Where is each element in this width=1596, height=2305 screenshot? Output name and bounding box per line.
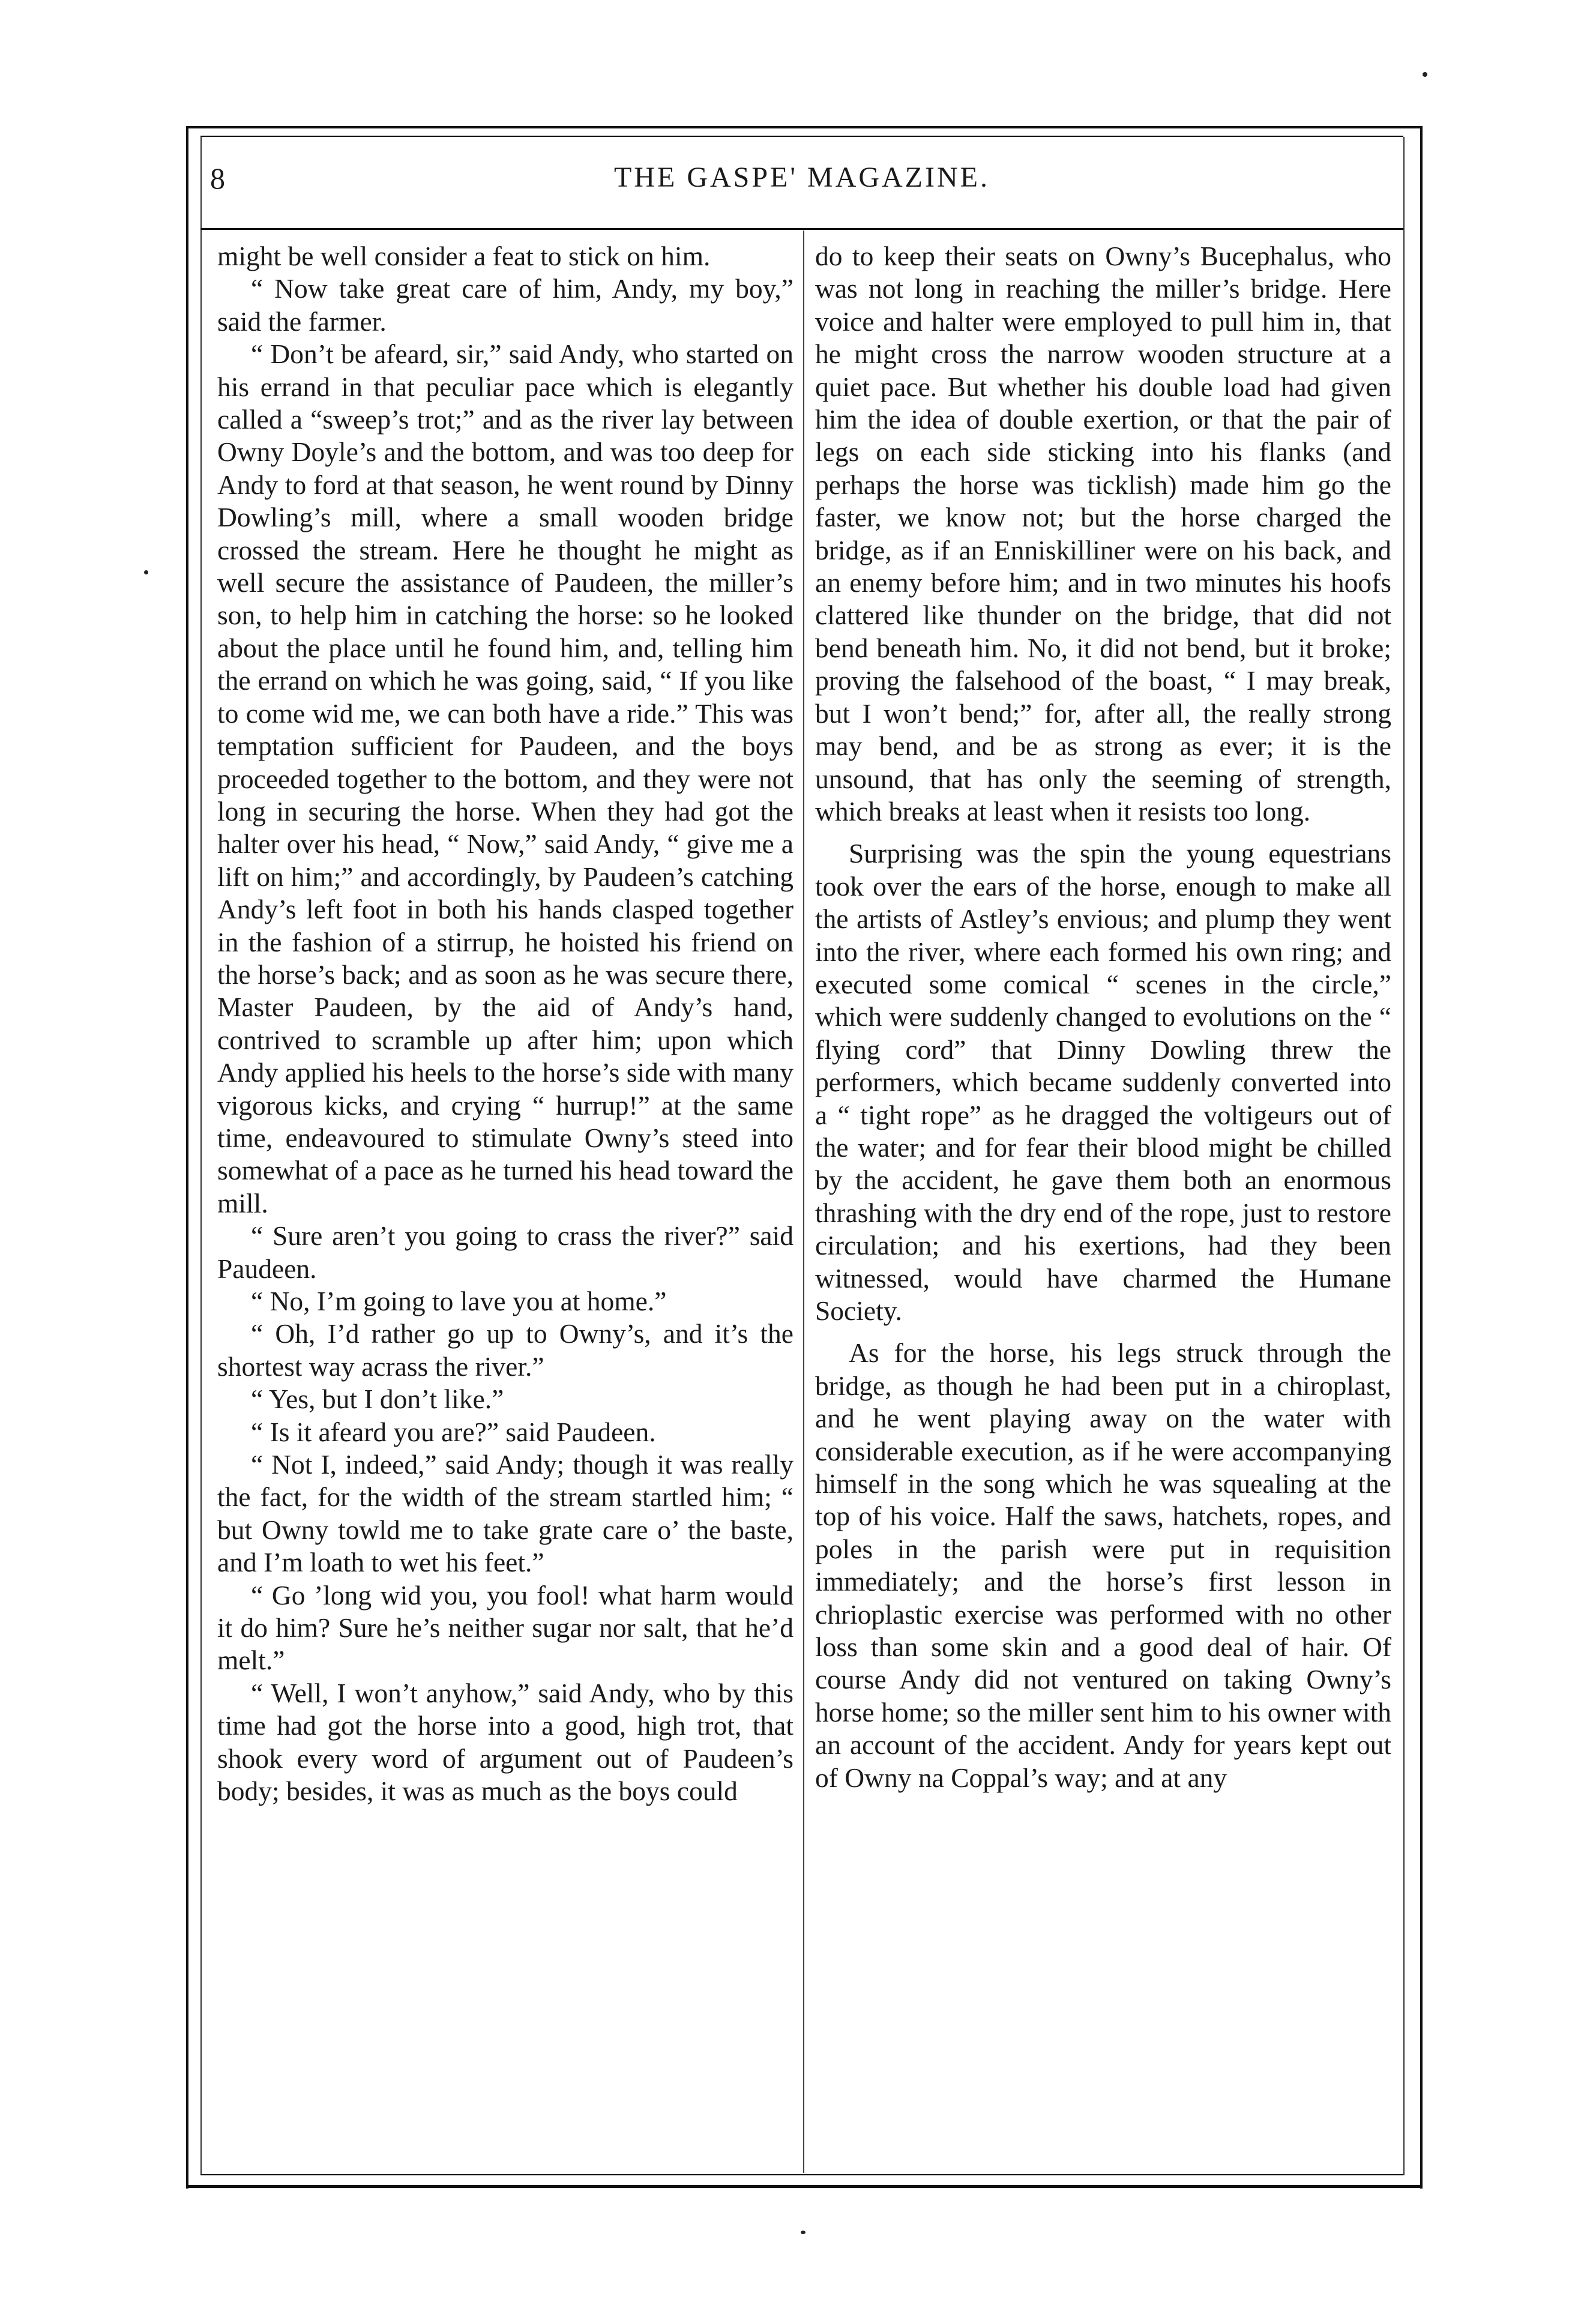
paragraph: “ Is it afeard you are?” said Paudeen. [251, 1416, 656, 1447]
paragraph: “ Well, I won’t anyhow,” said Andy, who by this time had got the horse into a good, high trot, that shook every word of argument out of Paudeen’s body; besides, it was as much as the boys could [217, 1677, 793, 1807]
page-number: 8 [210, 161, 225, 195]
running-head: THE GASPE' MAGAZINE. [614, 161, 990, 193]
bottom-border-rule [186, 2185, 1423, 2188]
paragraph: “ Yes, but I don’t like.” [251, 1384, 504, 1415]
paragraph: “ Don’t be afeard, sir,” said Andy, who started on his errand in that peculiar pace which is elegantly called a “sweep’s trot;” and as the river lay between Owny Doyle’s and the bottom, and was too deep for Andy to ford at that season, he went round by Dinny Dowling’s mill, where a small wooden bridge crossed the stream. Here he thought he might as well secure the assistance of Paudeen, the miller’s son, to help him in catching the horse: so he looked about the place until he found him, and, telling him the errand on which he was going, said, “ If you like to come wid me, we can both have a ride.” This was temptation sufficient for Paudeen, and the boys proceeded together to the bottom, and they were not long in securing the horse. When they had got the halter over his head, “ Now,” said Andy, “ give me a lift on him;” and accordingly, by Paudeen’s catching Andy’s left foot in both his hands clasped together in the fashion of a stirrup, he hoisted his friend on the horse’s back; and as soon as he was secure there, Master Paudeen, by the aid of Andy’s hand, contrived to scramble up after him; upon which Andy applied his heels to the horse’s side with many vigorous kicks, and crying “ hurrup!” at the same time, endeavoured to stimulate Owny’s steed into somewhat of a pace as he turned his head toward the mill. [217, 339, 793, 1219]
paragraph: As for the horse, his legs struck through the bridge, as though he had been put in a chiroplast, and he went playing away on the water with considerable execution, as if he were accompanying himself in the song which he was squealing at the top of his voice. Half the saws, hatchets, ropes, and poles in the parish were put in requisition immediately; and the horse’s first lesson in chrioplastic exercise was performed with no other loss than some skin and a good deal of hair. Of course Andy did not ventured on taking Owny’s horse home; so the miller sent him to his owner with an account of the accident. Andy for years kept out of Owny na Coppal’s way; and at any [815, 1337, 1391, 1793]
paragraph: “ Now take great care of him, Andy, my boy,” said the farmer. [217, 273, 793, 337]
right-column [815, 240, 1391, 1794]
paragraph: do to keep their seats on Owny’s Bucephalus, who was not long in reaching the miller’s bridge. Here voice and halter were employed to pull him in, that he might cross the narrow wooden structure at a quiet pace. But whether his double load had given him the idea of double exertion, or that the pair of legs on each side sticking into his flanks (and perhaps the horse was ticklish) made him go the faster, we know not; but the horse charged the bridge, as if an Enniskilliner were on his back, and an enemy before him; and in two minutes his hoofs clattered like thunder on the bridge, that did not bend beneath him. No, it did not bend, but it broke; proving the falsehood of the boast, “ I may break, but I won’t bend;” for, after all, the really strong may bend, and be as strong as ever; it is the unsound, that has only the seeming of strength, which breaks at least when it resists too long. [815, 241, 1391, 827]
paragraph: “ No, I’m going to lave you at home.” [251, 1286, 667, 1316]
speck-mark [1423, 72, 1427, 77]
paragraph: “ Oh, I’d rather go up to Owny’s, and it’s the shortest way acrass the river.” [217, 1318, 793, 1382]
bottom-inner-rule [200, 2174, 1403, 2175]
speck-mark [144, 570, 148, 574]
paragraph: might be well consider a feat to stick on him. [217, 241, 711, 271]
header-rule [200, 228, 1403, 230]
paragraph: “ Not I, indeed,” said Andy; though it was really the fact, for the width of the stream startled him; “ but Owny towld me to take grate care o’ the baste, and I’m loath to wet his feet.” [217, 1449, 793, 1578]
paragraph: Surprising was the spin the young equestrians took over the ears of the horse, enough to make all the artists of Astley’s envious; and plump they went into the river, where each formed his own ring; and executed some comical “ scenes in the circle,” which were suddenly changed to evolutions on the “ flying cord” that Dinny Dowling threw the performers, which became suddenly converted into a “ tight rope” as he dragged the voltigeurs out of the water; and for fear their blood might be chilled by the accident, he gave them both an enormous thrashing with the dry end of the rope, just to restore circulation; and his exertions, had they been witnessed, would have charmed the Humane Society. [815, 838, 1391, 1326]
top-inner-rule [200, 136, 1403, 137]
top-border-rule [186, 126, 1423, 128]
left-column [217, 240, 793, 1808]
paragraph: “ Sure aren’t you going to crass the river?” said Paudeen. [217, 1220, 793, 1284]
column-divider [803, 230, 804, 2173]
paragraph: “ Go ’long wid you, you fool! what harm would it do him? Sure he’s neither sugar nor salt, that he’d melt.” [217, 1579, 793, 1676]
speck-mark [801, 2231, 806, 2234]
